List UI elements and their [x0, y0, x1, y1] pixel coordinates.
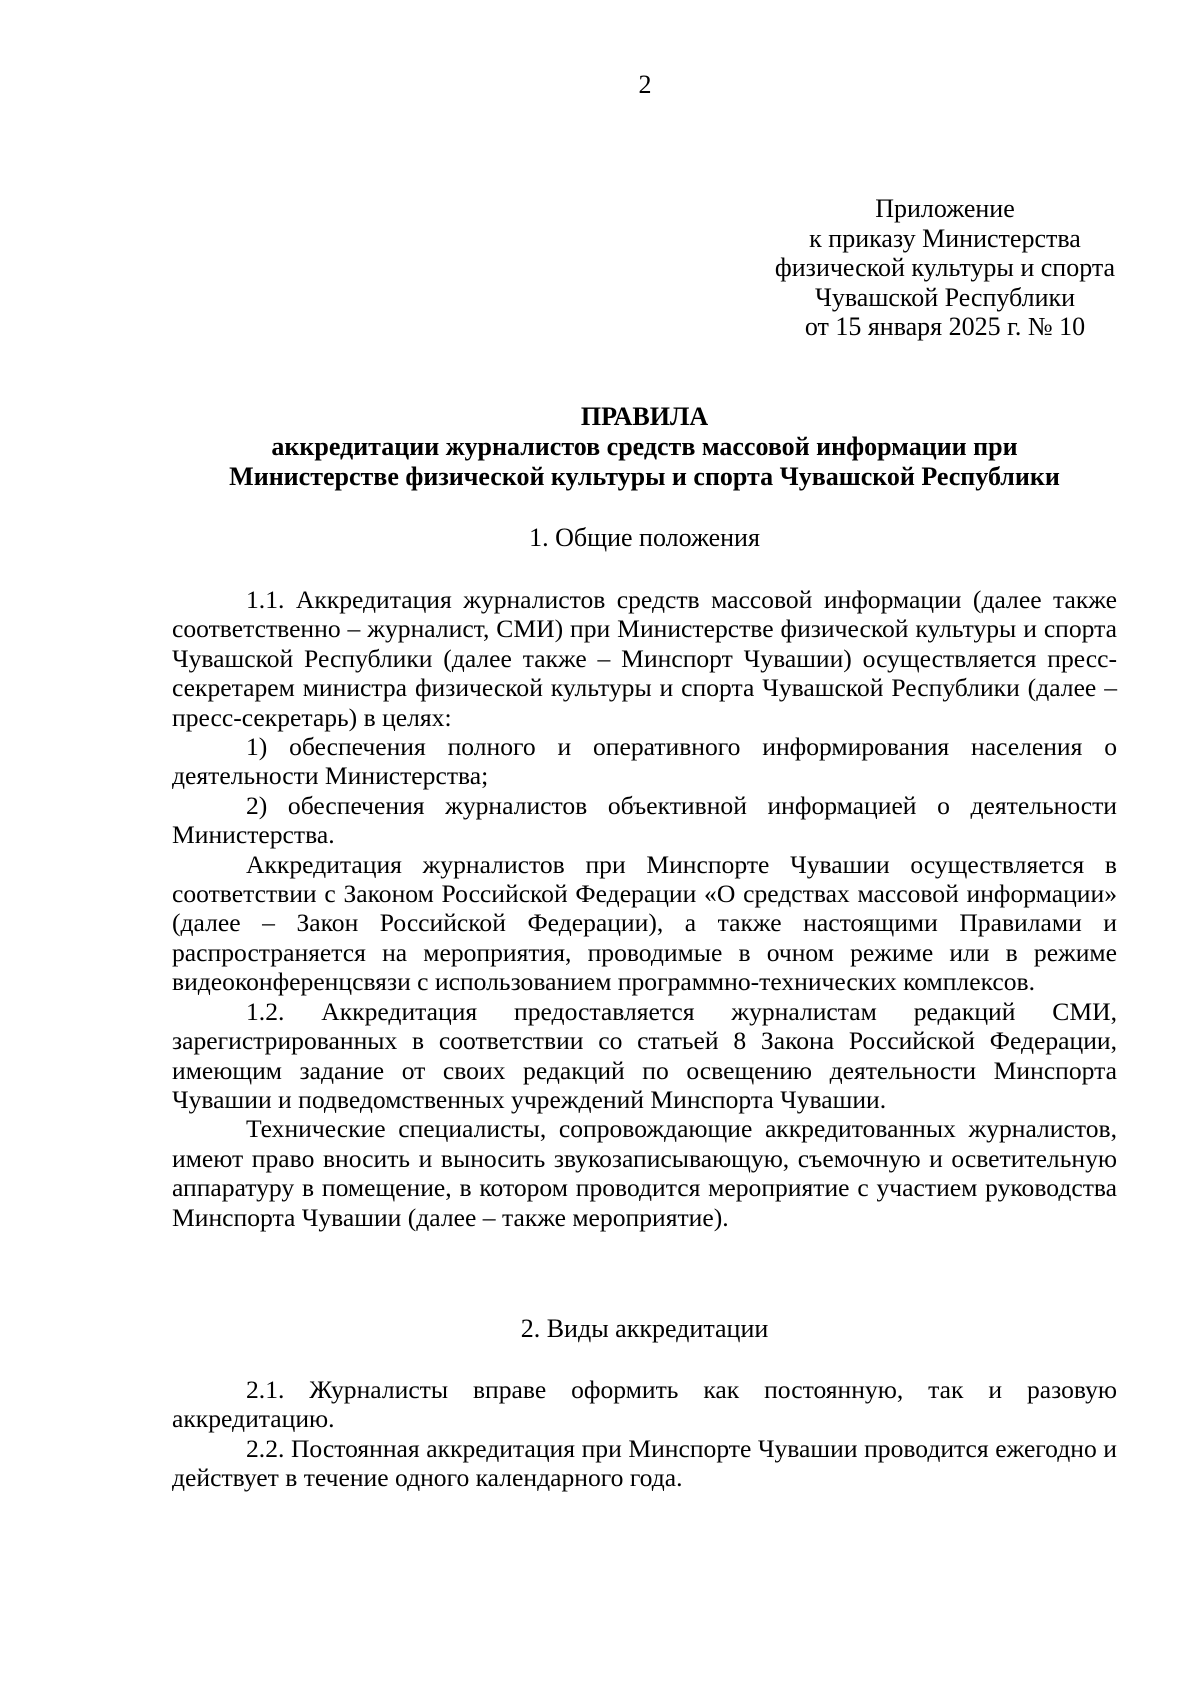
paragraph: 1.2. Аккредитация предоставляется журналистам редакций СМИ, зарегистрированных в соответствии со статьей 8 Закона Российской Федерации, имеющим задание от своих редакций по освещению деятельности Минспорта Чувашии и подведомственных учреждений Минспорта Чувашии. [172, 996, 1117, 1114]
section-heading: 2. Виды аккредитации [520, 1314, 769, 1343]
paragraph: 1) обеспечения полного и оперативного информирования населения о деятельности Министерства; [172, 732, 1117, 791]
appendix-line: Чувашской Республики [814, 282, 1076, 312]
appendix-line: к приказу Министерства [809, 223, 1081, 253]
paragraph: 1.1. Аккредитация журналистов средств массовой информации (далее также соответственно – журналист, СМИ) при Министерстве физической культуры и спорта Чувашской Республики (далее также – Минспорт Чувашии) осуществляется пресс-секретарем министра физической культуры и спорта Чувашской Республики (далее – пресс-секретарь) в целях: [172, 585, 1117, 732]
document-title [172, 402, 1117, 492]
appendix-block [745, 194, 1145, 342]
section-1-body [172, 585, 1117, 1232]
paragraph: 2.1. Журналисты вправе оформить как постоянную, так и разовую аккредитацию. [172, 1375, 1117, 1434]
appendix-line: физической культуры и спорта [774, 253, 1116, 282]
title-main: ПРАВИЛА [580, 402, 709, 431]
title-subtitle-line: Министерстве физической культуры и спорта Чувашской Республики [229, 462, 1060, 491]
appendix-line: Приложение [875, 194, 1015, 223]
section-heading: 1. Общие положения [529, 523, 760, 552]
paragraph: Технические специалисты, сопровождающие аккредитованных журналистов, имеют право вносить и выносить звукозаписывающую, съемочную и осветительную аппаратуру в помещение, в котором проводится мероприятие с участием руководства Минспорта Чувашии (далее – также мероприятие). [172, 1114, 1117, 1232]
paragraph: Аккредитация журналистов при Минспорте Чувашии осуществляется в соответствии с Законом Российской Федерации «О средствах массовой информации» (далее – Закон Российской Федерации), а также настоящими Правилами и распространяется на мероприятия, проводимые в очном режиме или в режиме видеоконференцсвязи с использованием программно-технических комплексов. [172, 849, 1117, 997]
paragraph: 2) обеспечения журналистов объективной информацией о деятельности Министерства. [172, 790, 1117, 850]
title-subtitle-line: аккредитации журналистов средств массовой информации при [271, 432, 1018, 461]
paragraph: 2.2. Постоянная аккредитация при Минспорте Чувашии проводится ежегодно и действует в течение одного календарного года. [172, 1433, 1117, 1493]
appendix-line: от 15 января 2025 г. № 10 [804, 312, 1086, 341]
page-number: 2 [638, 70, 652, 99]
section-2-body [172, 1375, 1117, 1493]
